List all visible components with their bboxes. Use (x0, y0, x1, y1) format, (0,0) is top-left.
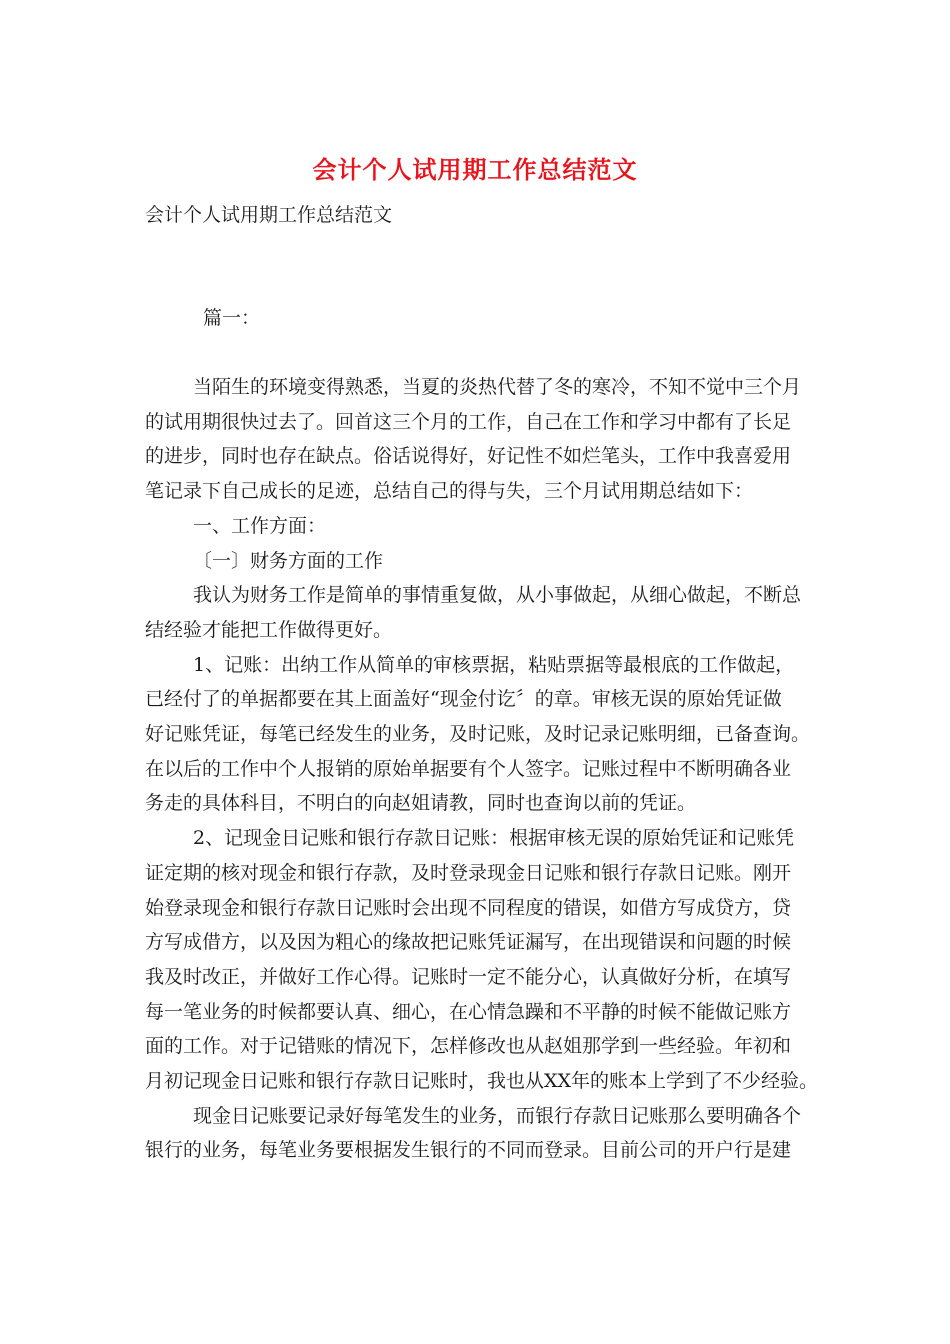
document-title: 会计个人试用期工作总结范文 (312, 155, 638, 184)
section-label: 篇一： (203, 307, 261, 329)
body-line: 好记账凭证，每笔已经发生的业务，及时记账，及时记录记账明细，已备查询。 (145, 723, 811, 746)
body-line: 现金日记账要记录好每笔发生的业务，而银行存款日记账那么要明确各个 (193, 1104, 802, 1127)
document-body (145, 370, 819, 1168)
body-line: 笔记录下自己成长的足迹，总结自己的得与失，三个月试用期总结如下： (145, 480, 754, 503)
body-line: 月初记现金日记账和银行存款日记账时，我也从XX年的账本上学到了不少经验。 (145, 1070, 819, 1093)
body-line: 结经验才能把工作做得更好。 (145, 618, 393, 641)
body-line: 2、记现金日记账和银行存款日记账：根据审核无误的原始凭证和记账凭 (193, 827, 795, 850)
body-line: 面的工作。对于记错账的情况下，怎样修改也从赵姐那学到一些经验。年初和 (145, 1035, 792, 1058)
body-line: 我及时改正，并做好工作心得。记账时一定不能分心，认真做好分析，在填写 (145, 965, 792, 988)
body-line: 1、记账：出纳工作从简单的审核票据，粘贴票据等最根底的工作做起， (193, 653, 795, 676)
body-line: 的进步，同时也存在缺点。俗话说得好，好记性不如烂笔头，工作中我喜爱用 (145, 445, 792, 468)
body-line: 务走的具体科目，不明白的向赵姐请教，同时也查询以前的凭证。 (145, 792, 697, 815)
body-line: 方写成借方，以及因为粗心的缘故把记账凭证漏写，在出现错误和问题的时候 (145, 931, 792, 954)
body-line: 的试用期很快过去了。回首这三个月的工作，自己在工作和学习中都有了长足 (145, 410, 792, 433)
document-subtitle: 会计个人试用期工作总结范文 (145, 204, 393, 226)
body-line: 在以后的工作中个人报销的原始单据要有个人签字。记账过程中不断明确各业 (145, 757, 792, 780)
body-line: 每一笔业务的时候都要认真、细心，在心情急躁和不平静的时候不能做记账方 (145, 1000, 792, 1023)
body-line: 〔一〕财务方面的工作 (193, 549, 384, 572)
body-line: 证定期的核对现金和银行存款，及时登录现金日记账和银行存款日记账。刚开 (145, 861, 792, 884)
body-line: 始登录现金和银行存款日记账时会出现不同程度的错误，如借方写成贷方，贷 (145, 896, 792, 919)
body-line: 当陌生的环境变得熟悉，当夏的炎热代替了冬的寒冷，不知不觉中三个月 (193, 376, 802, 398)
body-line: 我认为财务工作是简单的事情重复做，从小事做起，从细心做起，不断总 (193, 584, 802, 607)
body-line: 一、工作方面： (193, 514, 327, 537)
body-line: 银行的业务，每笔业务要根据发生银行的不同而登录。目前公司的开户行是建 (145, 1139, 792, 1162)
body-line: 已经付了的单据都要在其上面盖好“现金付讫〞的章。审核无误的原始凭证做 (145, 688, 782, 711)
